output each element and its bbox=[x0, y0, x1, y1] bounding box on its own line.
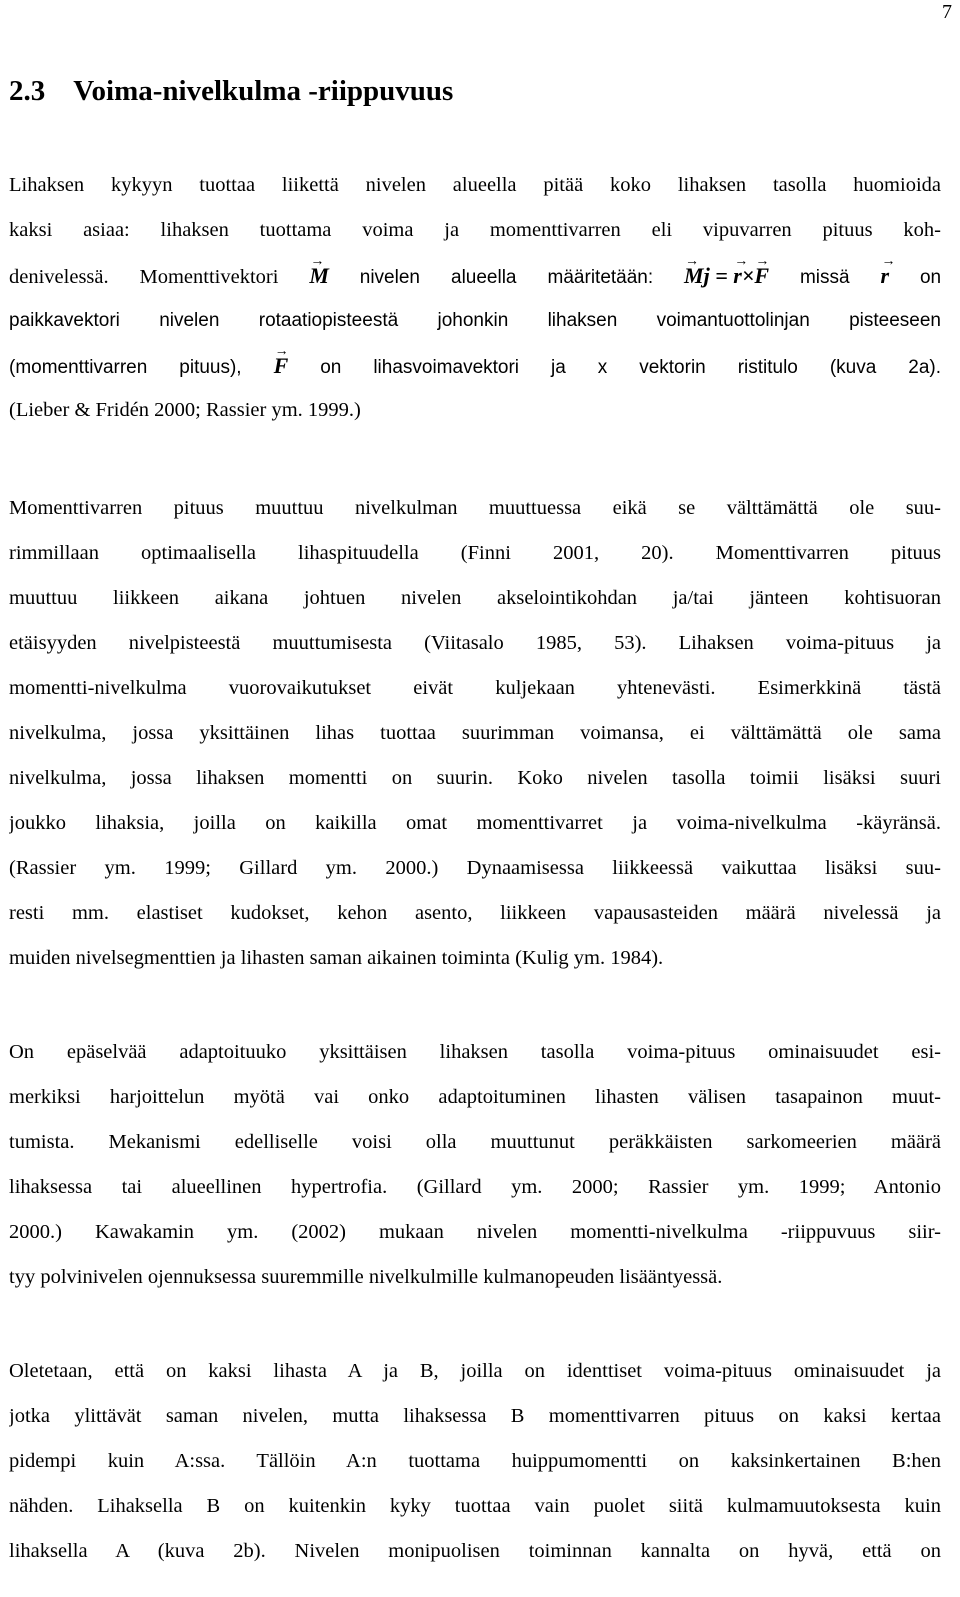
page-number: 7 bbox=[942, 1, 952, 23]
paragraph-line: pidempi kuin A:ssa. Tällöin A:n tuottama huippumomentti on kaksinkertainen B:hen bbox=[9, 1450, 941, 1472]
paragraph-line: jotka ylittävät saman nivelen, mutta lihaksessa B momenttivarren pituus on kaksi kertaa bbox=[9, 1405, 941, 1427]
paragraph-line: Momenttivarren pituus muuttuu nivelkulman muuttuessa eikä se välttämättä ole suu- bbox=[9, 497, 941, 519]
paragraph-line: lihaksella A (kuva 2b). Nivelen monipuolisen toiminnan kannalta on hyvä, että on bbox=[9, 1540, 941, 1562]
paragraph-line-with-formula bbox=[9, 253, 941, 298]
moment-vector-symbol: → M bbox=[309, 253, 329, 298]
equation-lhs: → Mj bbox=[684, 253, 710, 298]
paragraph-line: nähden. Lihaksella B on kuitenkin kyky tuottaa vain puolet siitä kulmamuutoksesta kuin bbox=[9, 1495, 941, 1517]
paragraph-line: tumista. Mekanismi edelliselle voisi olla muuttunut peräkkäisten sarkomeerien määrä bbox=[9, 1131, 941, 1153]
paragraph-line: On epäselvää adaptoituuko yksittäisen lihaksen tasolla voima-pituus ominaisuudet esi- bbox=[9, 1041, 941, 1063]
paragraph-line: muiden nivelsegmenttien ja lihasten saman aikainen toiminta (Kulig ym. 1984). bbox=[9, 947, 664, 969]
paragraph-line: etäisyyden nivelpisteestä muuttumisesta (Viitasalo 1985, 53). Lihaksen voima-pituus ja bbox=[9, 632, 941, 654]
paragraph-line: kaksi asiaa: lihaksen tuottama voima ja momenttivarren eli vipuvarren pituus koh- bbox=[9, 219, 941, 241]
paragraph-line: paikkavektori nivelen rotaatiopisteestä johonkin lihaksen voimantuottolinjan pisteeseen bbox=[9, 310, 941, 331]
paragraph-line: resti mm. elastiset kudokset, kehon asento, liikkeen vapausasteiden määrä nivelessä ja bbox=[9, 902, 941, 924]
moment-equation bbox=[684, 253, 769, 298]
position-vector-symbol: → r bbox=[880, 253, 889, 298]
text-fragment: on lihasvoimavektori ja x vektorin ristitulo (kuva 2a). bbox=[320, 357, 941, 378]
paragraph-line: rimmillaan optimaalisella lihaspituudella (Finni 2001, 20). Momenttivarren pituus bbox=[9, 542, 941, 564]
text-fragment: denivelessä. Momenttivektori bbox=[9, 266, 279, 288]
paragraph-line: tyy polvinivelen ojennuksessa suuremmille nivelkulmille kulmanopeuden lisääntyessä. bbox=[9, 1266, 723, 1288]
equation-f: → F bbox=[754, 253, 769, 298]
paragraph-line: momentti-nivelkulma vuorovaikutukset eivät kuljekaan yhtenevästi. Esimerkkinä tästä bbox=[9, 677, 941, 699]
equation-r: → r bbox=[733, 253, 742, 298]
paragraph-line: 2000.) Kawakamin ym. (2002) mukaan nivelen momentti-nivelkulma -riippuvuus siir- bbox=[9, 1221, 941, 1243]
text-fragment: missä bbox=[799, 267, 850, 288]
paragraph-3 bbox=[9, 1030, 941, 1300]
paragraph-line: merkiksi harjoittelun myötä vai onko adaptoituminen lihasten välisen tasapainon muut- bbox=[9, 1086, 941, 1108]
paragraph-2 bbox=[9, 486, 941, 981]
force-vector-symbol: → F bbox=[274, 343, 289, 388]
paragraph-1 bbox=[9, 163, 941, 433]
equals-sign: = bbox=[715, 263, 728, 288]
section-title: Voima-nivelkulma -riippuvuus bbox=[73, 75, 454, 107]
text-fragment: nivelen alueella määritetään: bbox=[359, 267, 654, 288]
cross-product-sign: × bbox=[741, 263, 755, 288]
paragraph-line: (Rassier ym. 1999; Gillard ym. 2000.) Dynaamisessa liikkeessä vaikuttaa lisäksi suu- bbox=[9, 857, 941, 879]
text-fragment: on bbox=[919, 267, 941, 288]
paragraph-line: nivelkulma, jossa lihaksen momentti on suurin. Koko nivelen tasolla toimii lisäksi suuri bbox=[9, 767, 941, 789]
paragraph-line: Oletetaan, että on kaksi lihasta A ja B, joilla on identtiset voima-pituus ominaisuudet ja bbox=[9, 1360, 941, 1382]
paragraph-4 bbox=[9, 1349, 941, 1574]
section-number: 2.3 bbox=[9, 75, 46, 107]
section-heading bbox=[9, 74, 453, 108]
paragraph-line: nivelkulma, jossa yksittäinen lihas tuottaa suurimman voimansa, ei välttämättä ole sama bbox=[9, 722, 941, 744]
paragraph-line: Lihaksen kykyyn tuottaa liikettä nivelen alueella pitää koko lihaksen tasolla huomioida bbox=[9, 174, 941, 196]
paragraph-line: muuttuu liikkeen aikana johtuen nivelen akselointikohdan ja/tai jänteen kohtisuoran bbox=[9, 587, 941, 609]
text-fragment: (momenttivarren pituus), bbox=[9, 357, 242, 378]
paragraph-line: (Lieber & Fridén 2000; Rassier ym. 1999.) bbox=[9, 399, 361, 421]
paragraph-line: joukko lihaksia, joilla on kaikilla omat momenttivarret ja voima-nivelkulma -käyränsä. bbox=[9, 812, 941, 834]
paragraph-line: lihaksessa tai alueellinen hypertrofia. (Gillard ym. 2000; Rassier ym. 1999; Antonio bbox=[9, 1176, 941, 1198]
paragraph-line-with-symbol bbox=[9, 343, 941, 388]
